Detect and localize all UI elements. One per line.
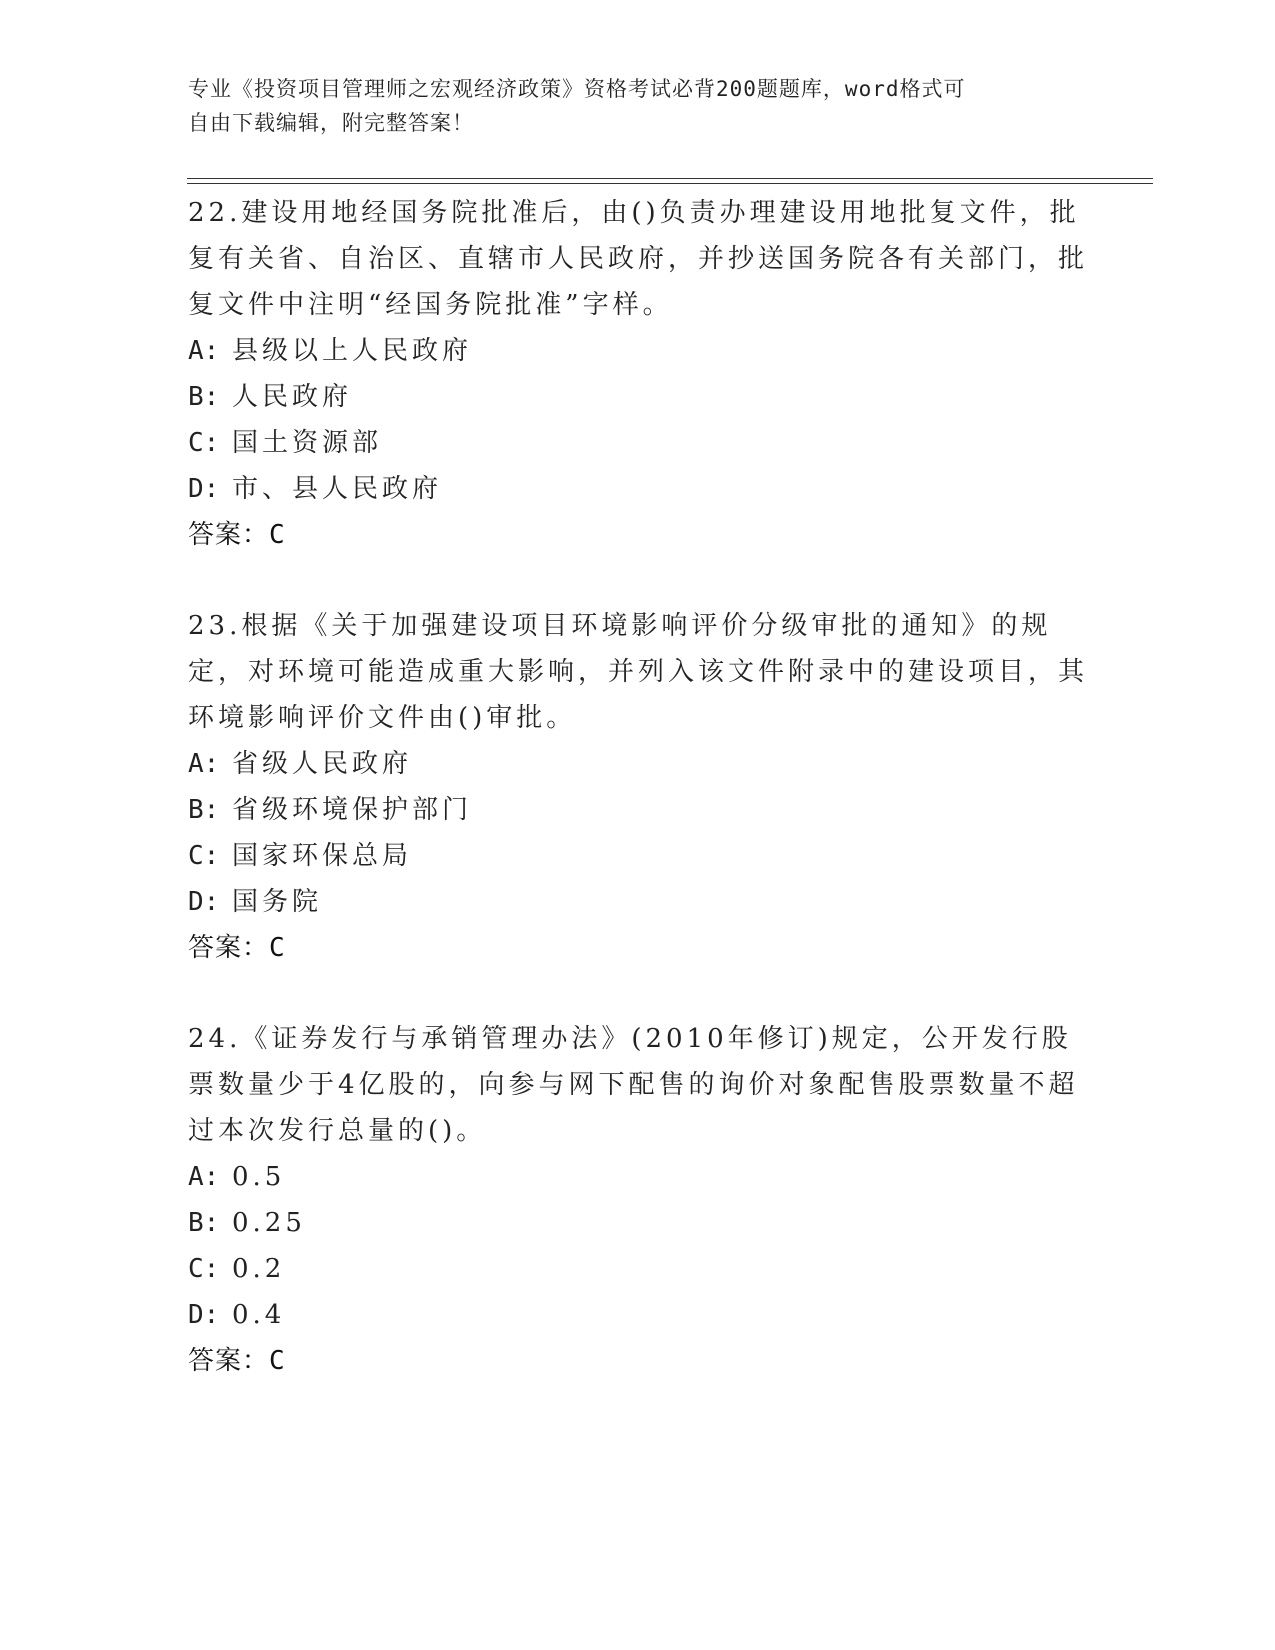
header-line-1: 专业《投资项目管理师之宏观经济政策》资格考试必背200题题库，word格式可 (188, 77, 966, 101)
option-a (188, 328, 1088, 374)
option-text: 国务院 (232, 887, 323, 917)
option-letter: A: (188, 336, 220, 366)
header-line-2: 自由下载编辑，附完整答案！ (188, 111, 474, 135)
option-letter: B: (188, 382, 220, 412)
answer-value: C (269, 520, 286, 550)
option-letter: A: (188, 749, 220, 779)
question-22 (188, 190, 1088, 558)
option-d (188, 466, 1088, 512)
header-divider-top (187, 178, 1153, 179)
question-text: 24.《证券发行与承销管理办法》(2010年修订)规定，公开发行股票数量少于4亿股的，向参与网下配售的询价对象配售股票数量不超过本次发行总量的()。 (188, 1024, 1079, 1146)
answer-value: C (269, 1346, 286, 1376)
option-text: 省级人民政府 (232, 749, 413, 779)
option-letter: D: (188, 887, 220, 917)
option-text: 国土资源部 (232, 428, 383, 458)
option-letter: B: (188, 795, 220, 825)
option-text: 国家环保总局 (232, 841, 413, 871)
answer-line (188, 925, 1088, 971)
option-letter: C: (188, 428, 220, 458)
option-c (188, 1246, 1088, 1292)
option-letter: D: (188, 474, 220, 504)
option-text: 县级以上人民政府 (232, 336, 473, 366)
option-d (188, 1292, 1088, 1338)
option-letter: C: (188, 841, 220, 871)
question-23 (188, 603, 1088, 971)
option-letter: B: (188, 1208, 220, 1238)
option-text: 省级环境保护部门 (232, 795, 473, 825)
option-b (188, 787, 1088, 833)
question-list (188, 190, 1088, 1429)
option-letter: D: (188, 1300, 220, 1330)
option-text: 0.25 (232, 1208, 306, 1238)
answer-label: 答案： (188, 1346, 270, 1376)
answer-label: 答案： (188, 933, 270, 963)
option-text: 人民政府 (232, 382, 353, 412)
option-b (188, 1200, 1088, 1246)
option-letter: C: (188, 1254, 220, 1284)
answer-value: C (269, 933, 286, 963)
option-a (188, 741, 1088, 787)
option-c (188, 420, 1088, 466)
document-header (188, 72, 1068, 140)
option-text: 0.2 (232, 1254, 286, 1284)
option-text: 市、县人民政府 (232, 474, 443, 504)
option-d (188, 879, 1088, 925)
option-a (188, 1154, 1088, 1200)
option-text: 0.5 (232, 1162, 286, 1192)
option-b (188, 374, 1088, 420)
header-divider-bottom (187, 183, 1153, 184)
question-text: 23.根据《关于加强建设项目环境影响评价分级审批的通知》的规定，对环境可能造成重大影响，并列入该文件附录中的建设项目，其环境影响评价文件由()审批。 (188, 611, 1089, 733)
option-c (188, 833, 1088, 879)
question-text: 22.建设用地经国务院批准后，由()负责办理建设用地批复文件，批复有关省、自治区、直辖市人民政府，并抄送国务院各有关部门，批复文件中注明“经国务院批准”字样。 (188, 198, 1089, 320)
answer-line (188, 512, 1088, 558)
option-letter: A: (188, 1162, 220, 1192)
option-text: 0.4 (232, 1300, 286, 1330)
answer-line (188, 1338, 1088, 1384)
question-24 (188, 1016, 1088, 1384)
answer-label: 答案： (188, 520, 270, 550)
